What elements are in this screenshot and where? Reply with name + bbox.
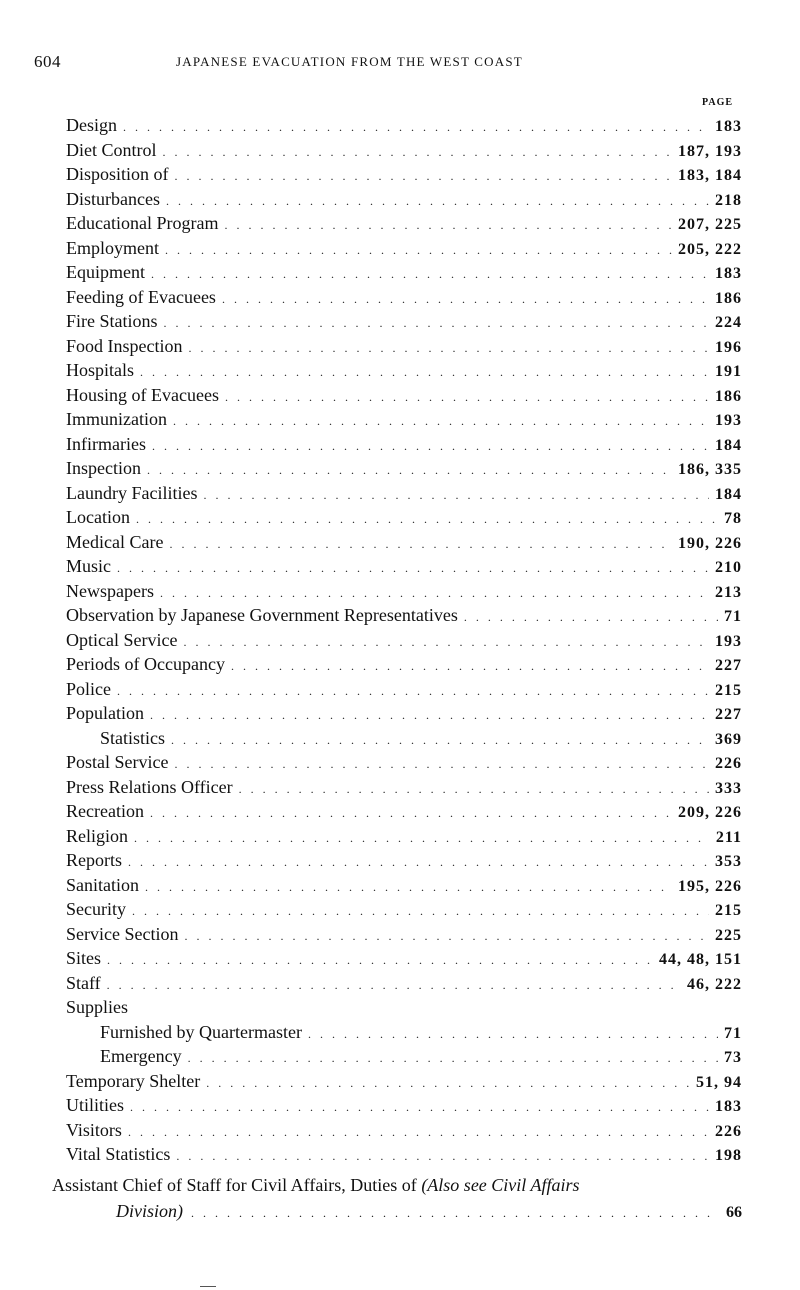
- leader-dots: [107, 948, 653, 973]
- leader-dots: [150, 801, 672, 826]
- index-entry: [66, 824, 742, 849]
- entry-label: Immunization: [66, 409, 167, 429]
- page-column-label: PAGE: [702, 97, 734, 108]
- entry-pages: 44, 48, 151: [659, 951, 742, 968]
- leader-dots: [169, 532, 672, 557]
- leader-dots: [123, 115, 709, 140]
- index-entry: [66, 1020, 742, 1045]
- entry-label: Music: [66, 556, 111, 576]
- entry-pages: 191: [715, 363, 742, 380]
- leader-dots: [175, 164, 672, 189]
- leader-dots: [136, 507, 718, 532]
- entry-pages: 183: [715, 265, 742, 282]
- leader-dots: [224, 213, 672, 238]
- index-entry: [66, 726, 742, 751]
- entry-label: Sanitation: [66, 874, 139, 895]
- leader-dots: [164, 311, 709, 336]
- index-entry: [66, 628, 742, 653]
- index-entry: [66, 138, 742, 163]
- entry-label: Newspapers: [66, 580, 154, 601]
- entry-label: Housing of Evacuees: [66, 384, 219, 405]
- index-entry: [66, 407, 742, 432]
- leader-dots: [174, 752, 709, 777]
- entry-pages: 205, 222: [678, 240, 742, 258]
- leader-dots: [173, 409, 709, 434]
- index-entry: [66, 260, 742, 285]
- main-entry-continuation: [52, 1198, 742, 1226]
- index-entry: [66, 187, 742, 212]
- main-entry-line: [52, 1172, 742, 1198]
- leader-dots: [117, 679, 709, 704]
- index-entry: [66, 897, 742, 922]
- entry-pages: 207, 225: [678, 216, 742, 233]
- entry-pages: 184: [715, 436, 742, 454]
- index-entry: [66, 285, 742, 310]
- entry-pages: 213: [715, 583, 742, 601]
- index-entry: [66, 383, 742, 408]
- leader-dots: [464, 605, 718, 630]
- entry-label: Police: [66, 678, 111, 699]
- entry-label: Location: [66, 507, 130, 527]
- entry-label: Service Section: [66, 923, 179, 944]
- index-entry: [66, 775, 742, 800]
- entry-label: Infirmaries: [66, 433, 146, 454]
- index-entry: [66, 946, 742, 971]
- index-entry: [66, 309, 742, 334]
- entry-label: Periods of Occupancy: [66, 654, 225, 674]
- entry-pages: 218: [715, 191, 742, 209]
- leader-dots: [160, 581, 709, 606]
- index-entry: [66, 652, 742, 677]
- entry-pages: 183, 184: [678, 167, 742, 184]
- entry-label: Medical Care: [66, 531, 164, 552]
- index-entry: [66, 701, 742, 726]
- page-header: [34, 52, 744, 74]
- entry-pages: 209, 226: [678, 804, 742, 821]
- entry-label: Furnished by Quartermaster: [100, 1021, 302, 1042]
- entry-pages: 184: [715, 485, 742, 503]
- leader-dots: [130, 1095, 709, 1120]
- leader-dots: [184, 924, 709, 949]
- see-also-continuation: Division): [116, 1201, 183, 1221]
- leader-dots: [183, 630, 709, 655]
- entry-label: Temporary Shelter: [66, 1070, 201, 1091]
- entry-pages: 183: [715, 118, 742, 135]
- entry-pages: 226: [715, 755, 742, 772]
- entry-pages: 186: [715, 387, 742, 405]
- entry-label: Feeding of Evacuees: [66, 286, 216, 307]
- entry-pages: 186, 335: [678, 461, 742, 478]
- entry-label: Utilities: [66, 1095, 124, 1115]
- leader-dots: [189, 336, 710, 361]
- index-entry: [66, 1044, 742, 1069]
- entry-label: Employment: [66, 237, 159, 258]
- leader-dots: [203, 483, 709, 508]
- leader-dots: [150, 703, 709, 728]
- entry-pages: 210: [715, 559, 742, 576]
- leader-dots: [163, 140, 673, 165]
- entry-pages: 195, 226: [678, 877, 742, 895]
- entry-label: Disposition of: [66, 164, 169, 184]
- leader-dots: [206, 1071, 690, 1096]
- entry-pages: 226: [715, 1122, 742, 1140]
- index-entry: [66, 677, 742, 702]
- entry-pages: 211: [715, 828, 742, 846]
- entry-label: Religion: [66, 825, 128, 846]
- main-index-entry: [52, 1172, 742, 1226]
- leader-dots: [239, 777, 709, 802]
- entry-label: Equipment: [66, 262, 145, 282]
- leader-dots: [165, 238, 672, 263]
- entry-label: Fire Stations: [66, 311, 158, 331]
- leader-dots: [128, 1120, 709, 1145]
- entry-pages: 186: [715, 289, 742, 307]
- leader-dots: [166, 189, 709, 214]
- entry-pages: 224: [715, 314, 742, 331]
- entry-pages: 193: [715, 632, 742, 650]
- index-entry: [66, 1093, 742, 1118]
- entry-pages: 71: [724, 1024, 742, 1042]
- index-entry: [66, 750, 742, 775]
- entry-label: Statistics: [100, 727, 166, 748]
- index-entry: [66, 358, 742, 383]
- entry-pages: 187, 193: [678, 142, 742, 160]
- entry-pages: 215: [715, 902, 742, 919]
- leader-dots: [231, 654, 709, 679]
- index-entry: [66, 211, 742, 236]
- index-entry: [66, 848, 742, 873]
- leader-dots: [117, 556, 709, 581]
- entry-label: Educational Program: [66, 213, 219, 233]
- leader-dots: [132, 899, 709, 924]
- index-entry: [66, 113, 742, 138]
- footer-rule: [200, 1286, 216, 1287]
- leader-dots: [222, 287, 709, 312]
- page-number: 604: [34, 52, 61, 71]
- entry-label: Disturbances: [66, 188, 160, 209]
- entry-label: Population: [66, 703, 145, 723]
- entry-pages: 225: [715, 926, 742, 944]
- entry-pages: 198: [715, 1147, 742, 1164]
- index-entry: [66, 1142, 742, 1167]
- index-entry: [66, 530, 742, 555]
- entry-label: Observation by Japanese Government Representatives: [66, 605, 458, 625]
- entry-pages: 183: [715, 1098, 742, 1115]
- leader-dots: [191, 1200, 718, 1226]
- leader-dots: [152, 434, 709, 459]
- entry-label: Optical Service: [66, 629, 178, 650]
- entry-pages: 369: [715, 730, 742, 748]
- entry-label: Design: [66, 115, 117, 135]
- entry-label: Reports: [66, 850, 122, 870]
- entry-label: Sites: [66, 948, 102, 968]
- entry-pages: 71: [724, 608, 742, 625]
- entry-label: Vital Statistics: [66, 1144, 171, 1164]
- index-entry: [66, 162, 742, 187]
- index-entry: [66, 481, 742, 506]
- index-entry: [66, 334, 742, 359]
- leader-dots: [147, 458, 672, 483]
- entry-label: Inspection: [66, 458, 141, 478]
- main-entry-pages: 66: [726, 1204, 742, 1221]
- leader-dots: [145, 875, 672, 900]
- index-entry: [66, 922, 742, 947]
- leader-dots: [308, 1022, 718, 1047]
- entry-pages: 190, 226: [678, 534, 742, 552]
- index-entry: [66, 579, 742, 604]
- index-entry: [66, 554, 742, 579]
- entry-label: Staff: [66, 972, 101, 993]
- entry-pages: 193: [715, 412, 742, 429]
- running-title: JAPANESE EVACUATION FROM THE WEST COAST: [176, 54, 523, 69]
- index-entry: [66, 1069, 742, 1094]
- index-entry: [66, 236, 742, 261]
- index-entry: [66, 505, 742, 530]
- entry-pages: 78: [724, 510, 742, 527]
- see-also-text: (Also see Civil Affairs: [421, 1175, 580, 1195]
- index-entry: [66, 456, 742, 481]
- index-entry: [66, 432, 742, 457]
- main-entry-text: Assistant Chief of Staff for Civil Affairs, Duties of: [52, 1175, 417, 1195]
- index-entry: [66, 971, 742, 996]
- entry-label: Security: [66, 899, 126, 919]
- entry-label: Food Inspection: [66, 335, 183, 356]
- leader-dots: [128, 850, 709, 875]
- leader-dots: [140, 360, 709, 385]
- index-list: [66, 113, 742, 1167]
- index-entry: [66, 603, 742, 628]
- leader-dots: [225, 385, 709, 410]
- leader-dots: [188, 1046, 718, 1071]
- entry-pages: 227: [715, 706, 742, 723]
- leader-dots: [107, 973, 681, 998]
- index-entry: [66, 1118, 742, 1143]
- leader-dots: [151, 262, 709, 287]
- entry-label: Supplies: [66, 997, 129, 1017]
- leader-dots: [171, 728, 709, 753]
- entry-label: Press Relations Officer: [66, 776, 233, 797]
- index-entry: [66, 873, 742, 898]
- entry-label: Postal Service: [66, 752, 169, 772]
- entry-label: Hospitals: [66, 360, 135, 380]
- entry-label: Diet Control: [66, 139, 157, 160]
- entry-pages: 353: [715, 853, 742, 870]
- entry-pages: 227: [715, 657, 742, 674]
- leader-dots: [176, 1144, 709, 1169]
- entry-pages: 215: [715, 681, 742, 699]
- entry-label: Recreation: [66, 801, 144, 821]
- entry-label: Emergency: [100, 1046, 182, 1066]
- entry-pages: 46, 222: [687, 975, 742, 993]
- entry-pages: 196: [715, 338, 742, 356]
- index-entry: [66, 799, 742, 824]
- entry-pages: 333: [715, 779, 742, 797]
- index-entry: [66, 995, 742, 1020]
- entry-pages: 73: [724, 1049, 742, 1066]
- entry-label: Visitors: [66, 1119, 122, 1140]
- entry-pages: 51, 94: [696, 1073, 742, 1091]
- leader-dots: [134, 826, 710, 851]
- entry-label: Laundry Facilities: [66, 482, 198, 503]
